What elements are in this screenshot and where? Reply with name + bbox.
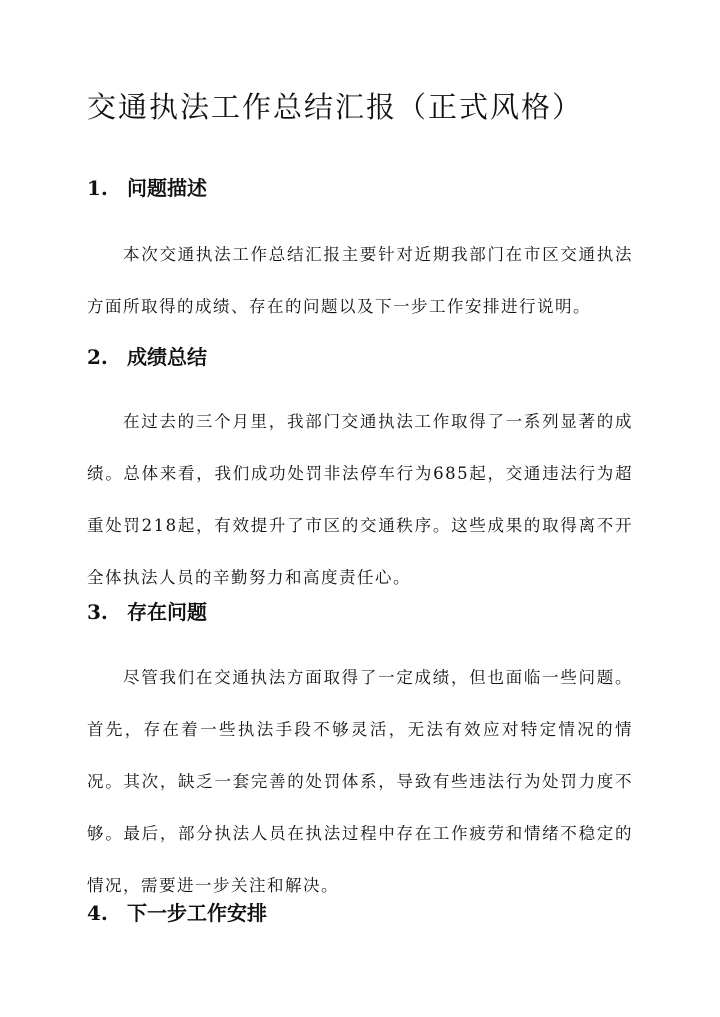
section-title: 问题描述: [127, 176, 207, 200]
section-number: 3.: [87, 600, 108, 624]
section-heading-existing-problems: [87, 597, 207, 627]
section-title: 成绩总结: [127, 345, 207, 369]
section-title: 存在问题: [127, 600, 207, 624]
section-heading-problem-description: [87, 173, 207, 203]
section-title: 下一步工作安排: [127, 901, 267, 925]
section-number: 1.: [87, 176, 108, 200]
section-number: 2.: [87, 345, 108, 369]
paragraph-problem-description: 本次交通执法工作总结汇报主要针对近期我部门在市区交通执法方面所取得的成绩、存在的问题以及下一步工作安排进行说明。: [87, 245, 633, 316]
section-heading-next-steps: [87, 898, 267, 928]
document-title: 交通执法工作总结汇报（正式风格）: [87, 90, 584, 124]
paragraph-achievements: 在过去的三个月里，我部门交通执法工作取得了一系列显著的成绩。总体来看，我们成功处罚非法停车行为685起，交通违法行为超重处罚218起，有效提升了市区的交通秩序。这些成果的取得离不开全体执法人员的辛勤努力和高度责任心。: [87, 412, 633, 587]
section-heading-achievements: [87, 342, 207, 372]
section-number: 4.: [87, 901, 108, 925]
paragraph-existing-problems: 尽管我们在交通执法方面取得了一定成绩，但也面临一些问题。首先，存在着一些执法手段不够灵活，无法有效应对特定情况的情况。其次，缺乏一套完善的处罚体系，导致有些违法行为处罚力度不够。最后，部分执法人员在执法过程中存在工作疲劳和情绪不稳定的情况，需要进一步关注和解决。: [87, 668, 633, 895]
